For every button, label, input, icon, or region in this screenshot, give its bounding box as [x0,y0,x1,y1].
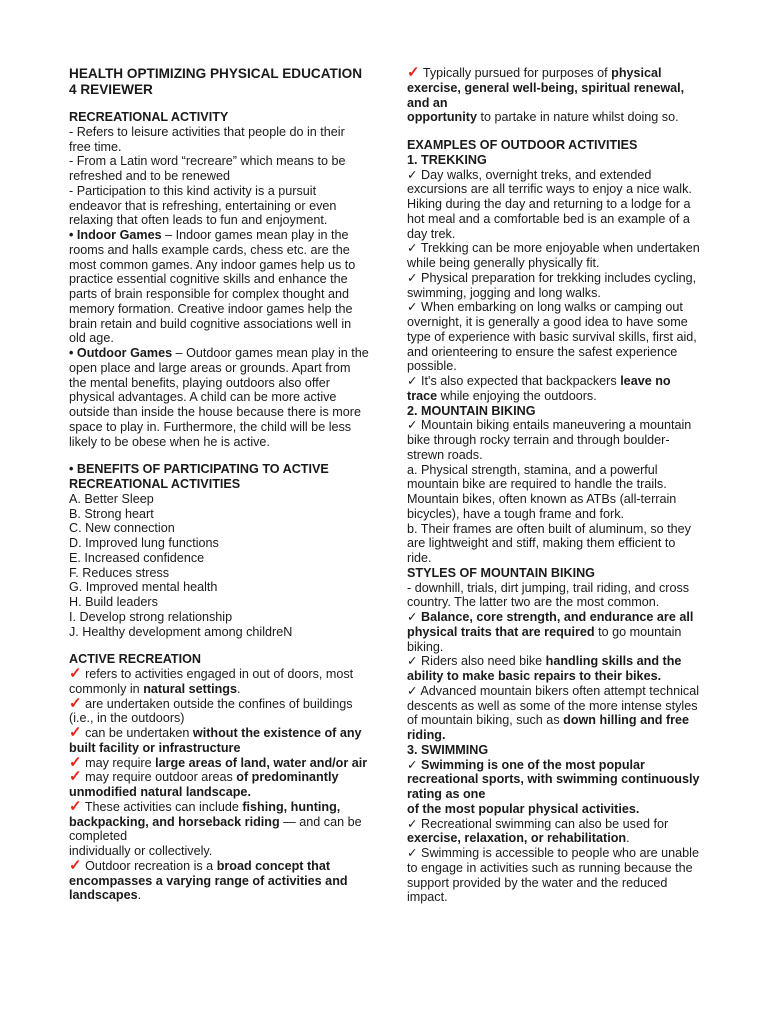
benefit-item: F. Reduces stress [69,565,170,580]
swimming-item-1-continued: of the most popular physical activities. [407,801,640,816]
indoor-games-paragraph [69,228,369,346]
mountain-biking-heading: 2. MOUNTAIN BIKING [407,403,536,418]
trekking-item-2: ✓ Trekking can be more enjoyable when undertaken while being generally physically fit. [407,241,700,270]
outdoor-games-paragraph [69,346,369,449]
styles-list: - downhill, trials, dirt jumping, trail riding, and cross country. The latter two are the most common. [407,580,690,610]
outdoor-games-label: • Outdoor Games [69,346,173,360]
active-bullet-8-continued: opportunity to partake in nature whilst doing so. [407,110,679,125]
red-check-icon: ✓ [69,856,82,874]
active-bullet-5: ✓ may require outdoor areas of predominantly unmodified natural landscape. [69,768,339,799]
trekking-item-4: ✓ When embarking on long walks or camping out overnight, it is generally a good idea to have some type of experience with basic survival skills, first aid, and orienteering to ensure the safest experience possible. [407,300,697,374]
red-check-icon: ✓ [69,724,82,741]
active-bullet-8: ✓ Typically pursued for purposes of physical exercise, general well-being, spiritual renewal, and an [407,64,685,110]
styles-item-1: ✓ Balance, core strength, and endurance are all physical traits that are required to go mountain biking. [407,610,694,654]
red-check-icon: ✓ [69,797,82,815]
recreational-def-3: - Participation to this kind activity is a pursuit endeavor that is refreshing, entertaining or even relaxing that often leads to fun and enjoyment. [69,183,337,228]
trekking-heading: 1. TREKKING [407,152,487,167]
check-icon: ✓ [407,654,418,669]
red-check-icon: ✓ [69,665,82,682]
swimming-item-1: ✓ Swimming is one of the most popular recreational sports, with swimming continuously rating as one [407,757,700,801]
biking-item-1: ✓ Mountain biking entails maneuvering a mountain bike through rocky terrain and through boulder-strewn roads. [407,418,692,462]
benefit-item: B. Strong heart [69,506,154,521]
trekking-item-5: ✓ It's also expected that backpackers leave no trace while enjoying the outdoors. [407,374,671,403]
benefit-item: G. Improved mental health [69,580,218,595]
benefit-item: C. New connection [69,521,175,536]
benefit-item: D. Improved lung functions [69,536,219,550]
red-check-icon: ✓ [69,753,82,771]
indoor-games-label: • Indoor Games [69,228,162,242]
benefit-item: A. Better Sleep [69,491,154,506]
check-icon: ✓ [407,816,418,831]
benefit-item: H. Build leaders [69,595,158,609]
check-icon: ✓ [407,610,418,624]
check-icon: ✓ [407,846,418,860]
active-bullet-3: ✓ can be undertaken without the existence of any built facility or infrastructure [69,724,362,755]
document-title: HEALTH OPTIMIZING PHYSICAL EDUCATION 4 REVIEWER [69,66,363,97]
red-check-icon: ✓ [69,694,82,712]
active-bullet-4: ✓ may require large areas of land, water and/or air [69,753,368,771]
swimming-item-3: ✓ Swimming is accessible to people who are unable to engage in activities such as running because the support provided by the water and the reduced impact. [407,846,699,905]
active-bullet-6: ✓ These activities can include fishing, hunting, backpacking, and horseback riding — and can be completed [69,797,362,844]
biking-item-b: b. Their frames are often built of aluminum, so they are lightweight and stiff, making them efficient to ride. [407,521,691,565]
right-column [407,0,703,905]
active-bullet-2: ✓ are undertaken outside the confines of buildings (i.e., in the outdoors) [69,694,353,726]
swimming-heading: 3. SWIMMING [407,742,489,757]
recreational-def-2: - From a Latin word “recreare” which means to be refreshed and to be renewed [69,154,346,183]
examples-heading: EXAMPLES OF OUTDOOR ACTIVITIES [407,138,638,152]
recreational-def-1: - Refers to leisure activities that people do in their free time. [69,124,345,154]
check-icon: ✓ [407,418,418,433]
styles-item-3: ✓ Advanced mountain bikers often attempt technical descents as well as some of the more intense styles of mountain biking, such as down hilling and free riding. [407,683,699,742]
check-icon: ✓ [407,300,418,315]
outdoor-games-text: – Outdoor games mean play in the open place and large areas or grounds. Apart from the mental benefits, playing outdoors also offer physical advantages. A child can be more active outside than inside the house because there is more space to play in. Furthermore, the child will be less likely to be obese when he is active. [69,346,369,449]
benefits-heading: • BENEFITS OF PARTICIPATING TO ACTIVE RECREATIONAL ACTIVITIES [69,462,329,491]
active-bullet-1: ✓ refers to activities engaged in out of doors, most commonly in natural settings. [69,665,354,696]
check-icon: ✓ [407,683,418,698]
trekking-item-3: ✓ Physical preparation for trekking includes cycling, swimming, jogging and long walks. [407,270,697,300]
indoor-games-text: – Indoor games mean play in the rooms and halls example cards, chess etc. are the most common games. Any indoor games help us to practice essential cognitive skills and enhance the parts of brain responsible for complex thought and memory formation. Creative indoor games help the brain retain and build cognitive associations well in old age. [69,228,356,346]
red-check-icon: ✓ [407,64,420,81]
check-icon: ✓ [407,374,418,388]
benefit-item: E. Increased confidence [69,550,205,565]
check-icon: ✓ [407,241,418,256]
trekking-item-1: ✓ Day walks, overnight treks, and extended excursions are all terrific ways to enjoy a nice walk. Hiking during the day and returning to a lodge for a hot meal and a comfortable bed is an example of a day trek. [407,167,692,241]
recreational-heading: RECREATIONAL ACTIVITY [69,110,229,124]
benefit-item: I. Develop strong relationship [69,609,233,624]
styles-heading: STYLES OF MOUNTAIN BIKING [407,565,595,580]
biking-item-a: a. Physical strength, stamina, and a powerful mountain bike are required to handle the trails. Mountain bikes, often known as ATBs (all-terrain bicycles), have a tough frame and fork. [407,462,677,521]
check-icon: ✓ [407,167,418,182]
red-check-icon: ✓ [69,768,82,786]
check-icon: ✓ [407,757,418,772]
swimming-item-2: ✓ Recreational swimming can also be used for exercise, relaxation, or rehabilitation. [407,816,669,846]
active-recreation-heading: ACTIVE RECREATION [69,652,202,667]
left-column [69,0,369,903]
active-bullet-7: ✓ Outdoor recreation is a broad concept that encompasses a varying range of activities and landscapes. [69,856,348,903]
check-icon: ✓ [407,270,418,285]
styles-item-2: ✓ Riders also need bike handling skills and the ability to make basic repairs to their bikes. [407,654,682,683]
active-bullet-6-continued: individually or collectively. [69,844,213,858]
benefit-item: J. Healthy development among childreN [69,624,293,639]
